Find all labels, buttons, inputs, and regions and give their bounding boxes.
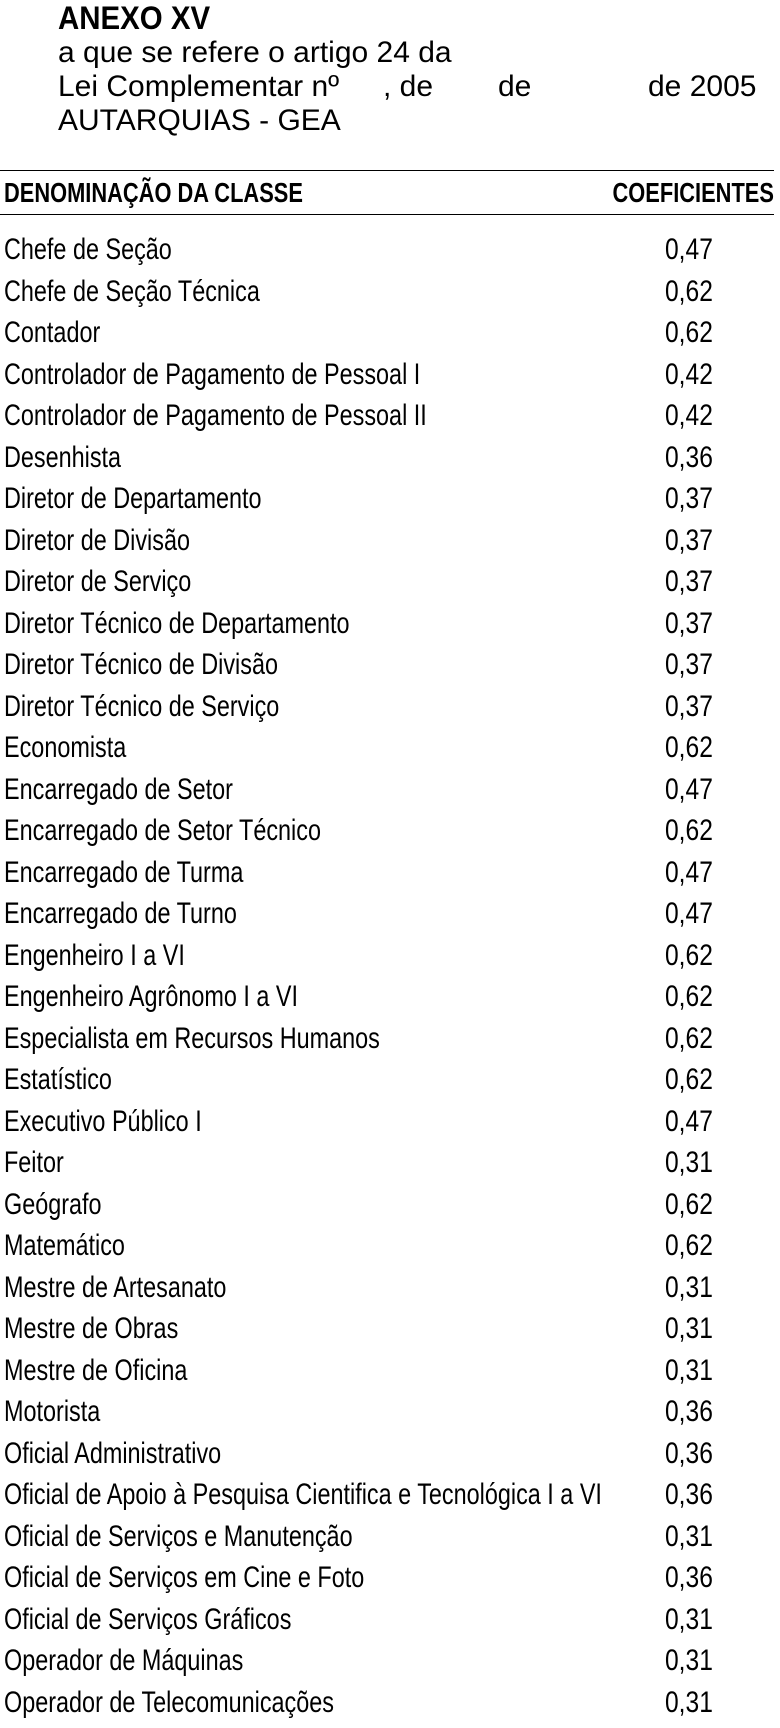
coefficient-table xyxy=(0,229,780,1723)
law-year: de 2005 xyxy=(648,70,757,103)
class-name-cell: Controlador de Pagamento de Pessoal I xyxy=(4,357,421,391)
table-row xyxy=(0,1018,780,1060)
table-row xyxy=(0,312,780,354)
table-row xyxy=(0,852,780,894)
coefficient-cell: 0,36 xyxy=(665,1561,713,1594)
coefficient-cell: 0,62 xyxy=(665,1021,713,1055)
table-row xyxy=(0,395,780,437)
class-name-cell: Chefe de Seção xyxy=(4,233,172,266)
class-name-cell: Oficial de Apoio à Pesquisa Cientifica e Tecnológica I a VI xyxy=(4,1478,602,1511)
coefficient-cell: 0,31 xyxy=(665,1270,713,1304)
class-name-cell: Mestre de Artesanato xyxy=(4,1270,227,1304)
table-row xyxy=(0,478,780,520)
coefficient-cell: 0,62 xyxy=(665,1063,713,1096)
table-row xyxy=(0,1516,780,1558)
coefficient-cell: 0,31 xyxy=(665,1146,713,1179)
class-name-cell: Desenhista xyxy=(4,440,122,474)
coefficient-cell: 0,31 xyxy=(665,1312,713,1345)
class-name-cell: Operador de Máquinas xyxy=(4,1644,244,1677)
column-header-name: DENOMINAÇÃO DA CLASSE xyxy=(4,177,303,208)
class-name-cell: Feitor xyxy=(4,1146,64,1179)
coefficient-cell: 0,36 xyxy=(665,1478,713,1511)
class-name-cell: Oficial de Serviços e Manutenção xyxy=(4,1519,353,1553)
coefficient-cell: 0,47 xyxy=(665,897,713,930)
table-row xyxy=(0,1267,780,1309)
class-name-cell: Engenheiro I a VI xyxy=(4,938,185,972)
table-row xyxy=(0,561,780,603)
coefficient-cell: 0,47 xyxy=(665,233,713,266)
class-name-cell: Executivo Público I xyxy=(4,1104,202,1138)
class-name-cell: Mestre de Obras xyxy=(4,1312,179,1345)
class-name-cell: Encarregado de Setor xyxy=(4,772,233,806)
table-row xyxy=(0,437,780,479)
coefficient-cell: 0,42 xyxy=(665,399,713,432)
class-name-cell: Matemático xyxy=(4,1229,125,1262)
class-name-cell: Controlador de Pagamento de Pessoal II xyxy=(4,399,427,432)
coefficient-cell: 0,36 xyxy=(665,1436,713,1470)
table-row xyxy=(0,644,780,686)
table-row xyxy=(0,727,780,769)
coefficient-cell: 0,31 xyxy=(665,1644,713,1677)
coefficient-cell: 0,37 xyxy=(665,482,713,515)
table-row xyxy=(0,603,780,645)
coefficient-cell: 0,37 xyxy=(665,565,713,598)
coefficient-cell: 0,62 xyxy=(665,980,713,1013)
table-row xyxy=(0,893,780,935)
class-name-cell: Chefe de Seção Técnica xyxy=(4,274,260,308)
coefficient-cell: 0,47 xyxy=(665,855,713,889)
document-header xyxy=(58,0,768,138)
class-name-cell: Oficial de Serviços em Cine e Foto xyxy=(4,1561,365,1594)
coefficient-cell: 0,37 xyxy=(665,648,713,681)
table-row xyxy=(0,976,780,1018)
coefficient-cell: 0,62 xyxy=(665,1187,713,1221)
class-name-cell: Motorista xyxy=(4,1395,101,1428)
header-bottom-rule xyxy=(0,214,774,215)
class-name-cell: Diretor de Serviço xyxy=(4,565,192,598)
table-row xyxy=(0,354,780,396)
table-row xyxy=(0,271,780,313)
document-subtitle: a que se refere o artigo 24 da xyxy=(58,36,452,69)
table-row xyxy=(0,1599,780,1641)
table-row xyxy=(0,810,780,852)
coefficient-cell: 0,37 xyxy=(665,523,713,557)
class-name-cell: Mestre de Oficina xyxy=(4,1353,188,1387)
coefficient-cell: 0,37 xyxy=(665,606,713,640)
class-name-cell: Estatístico xyxy=(4,1063,112,1096)
coefficient-cell: 0,42 xyxy=(665,357,713,391)
coefficient-cell: 0,62 xyxy=(665,731,713,764)
coefficient-cell: 0,31 xyxy=(665,1519,713,1553)
class-name-cell: Diretor Técnico de Serviço xyxy=(4,689,280,723)
coefficient-cell: 0,47 xyxy=(665,1104,713,1138)
table-row xyxy=(0,1184,780,1226)
coefficient-cell: 0,31 xyxy=(665,1685,713,1719)
class-name-cell: Encarregado de Turno xyxy=(4,897,237,930)
table-row xyxy=(0,769,780,811)
column-header-coefficient: COEFICIENTES xyxy=(612,177,774,208)
coefficient-cell: 0,62 xyxy=(665,274,713,308)
entity-name: AUTARQUIAS - GEA xyxy=(58,104,341,137)
table-row xyxy=(0,686,780,728)
law-reference-line xyxy=(58,70,768,104)
coefficient-cell: 0,36 xyxy=(665,440,713,474)
table-row xyxy=(0,1059,780,1101)
table-row xyxy=(0,1391,780,1433)
coefficient-cell: 0,47 xyxy=(665,772,713,806)
law-day-separator: , de xyxy=(383,70,434,103)
class-name-cell: Encarregado de Setor Técnico xyxy=(4,814,321,847)
law-month-separator: de xyxy=(498,70,532,103)
class-name-cell: Geógrafo xyxy=(4,1187,102,1221)
table-row xyxy=(0,1350,780,1392)
class-name-cell: Encarregado de Turma xyxy=(4,855,244,889)
table-row xyxy=(0,520,780,562)
table-row xyxy=(0,1101,780,1143)
header-top-rule xyxy=(0,170,774,171)
class-name-cell: Diretor Técnico de Divisão xyxy=(4,648,278,681)
table-row xyxy=(0,1433,780,1475)
class-name-cell: Oficial Administrativo xyxy=(4,1436,222,1470)
class-name-cell: Especialista em Recursos Humanos xyxy=(4,1021,380,1055)
coefficient-cell: 0,62 xyxy=(665,938,713,972)
coefficient-cell: 0,31 xyxy=(665,1602,713,1636)
coefficient-cell: 0,62 xyxy=(665,1229,713,1262)
class-name-cell: Economista xyxy=(4,731,127,764)
class-name-cell: Oficial de Serviços Gráficos xyxy=(4,1602,292,1636)
class-name-cell: Diretor de Divisão xyxy=(4,523,190,557)
coefficient-cell: 0,37 xyxy=(665,689,713,723)
table-row xyxy=(0,935,780,977)
table-row xyxy=(0,1308,780,1350)
table-row xyxy=(0,1225,780,1267)
coefficient-cell: 0,62 xyxy=(665,814,713,847)
table-row xyxy=(0,1142,780,1184)
table-row xyxy=(0,1640,780,1682)
class-name-cell: Diretor Técnico de Departamento xyxy=(4,606,350,640)
class-name-cell: Engenheiro Agrônomo I a VI xyxy=(4,980,298,1013)
coefficient-cell: 0,36 xyxy=(665,1395,713,1428)
table-row xyxy=(0,1557,780,1599)
table-row xyxy=(0,1682,780,1724)
table-row xyxy=(0,1474,780,1516)
law-prefix: Lei Complementar nº xyxy=(58,70,340,103)
class-name-cell: Diretor de Departamento xyxy=(4,482,262,515)
coefficient-cell: 0,62 xyxy=(665,316,713,349)
class-name-cell: Operador de Telecomunicações xyxy=(4,1685,334,1719)
coefficient-cell: 0,31 xyxy=(665,1353,713,1387)
document-title: ANEXO XV xyxy=(58,0,211,36)
table-row xyxy=(0,229,780,271)
class-name-cell: Contador xyxy=(4,316,101,349)
